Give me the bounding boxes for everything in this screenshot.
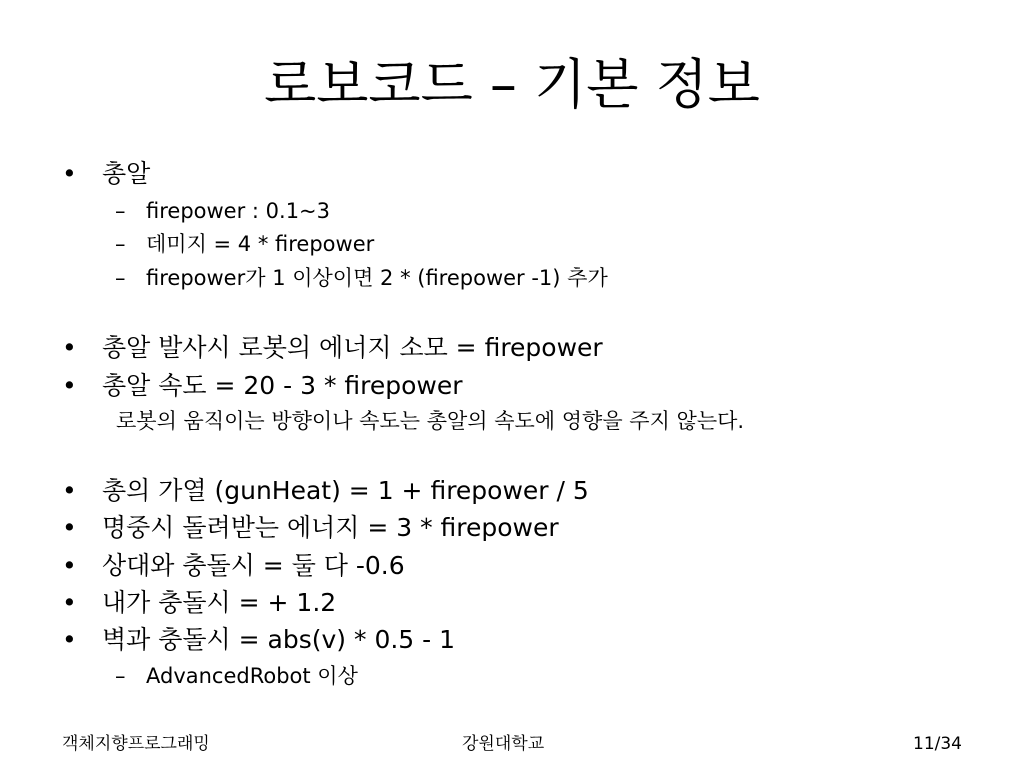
dash-marker: – bbox=[115, 232, 126, 256]
list-item-text: 총의 가열 (gunHeat) = 1 + firepower / 5 bbox=[102, 476, 589, 505]
sub-list-item-text: 데미지 = 4 * firepower bbox=[146, 232, 375, 256]
list-item-text: 상대와 충돌시 = 둘 다 -0.6 bbox=[102, 551, 405, 580]
footer-university: 강원대학교 bbox=[462, 734, 545, 754]
list-item-text: 명중시 돌려받는 에너지 = 3 * firepower bbox=[102, 513, 559, 542]
list-item-text: 벽과 충돌시 = abs(v) * 0.5 - 1 bbox=[102, 625, 456, 654]
bullet-marker: • bbox=[62, 513, 77, 542]
sub-list-item-text: AdvancedRobot 이상 bbox=[146, 664, 358, 688]
footer-page-number: 11/34 bbox=[913, 734, 962, 754]
list-item-text: 총알 속도 = 20 - 3 * firepower bbox=[102, 371, 463, 400]
list-item-text: 내가 충돌시 = + 1.2 bbox=[102, 588, 337, 617]
list-item-text: 총알 bbox=[102, 159, 151, 188]
sub-list-item-text: firepower가 1 이상이면 2 * (firepower -1) 추가 bbox=[146, 266, 608, 290]
footer-course-name: 객체지향프로그래밍 bbox=[62, 734, 210, 754]
bullet-marker: • bbox=[62, 551, 77, 580]
note-text: 로봇의 움직이는 방향이나 속도는 총알의 속도에 영향을 주지 않는다. bbox=[116, 409, 745, 433]
dash-marker: – bbox=[115, 266, 126, 290]
bullet-marker: • bbox=[62, 588, 77, 617]
dash-marker: – bbox=[115, 199, 126, 223]
bullet-marker: • bbox=[62, 476, 77, 505]
bullet-marker: • bbox=[62, 159, 77, 188]
sub-list-item-text: firepower : 0.1~3 bbox=[146, 199, 331, 223]
slide-title: 로보코드 – 기본 정보 bbox=[264, 53, 760, 116]
bullet-marker: • bbox=[62, 625, 77, 654]
dash-marker: – bbox=[115, 664, 126, 688]
bullet-marker: • bbox=[62, 371, 77, 400]
list-item-text: 총알 발사시 로봇의 에너지 소모 = firepower bbox=[102, 333, 603, 362]
bullet-marker: • bbox=[62, 333, 77, 362]
